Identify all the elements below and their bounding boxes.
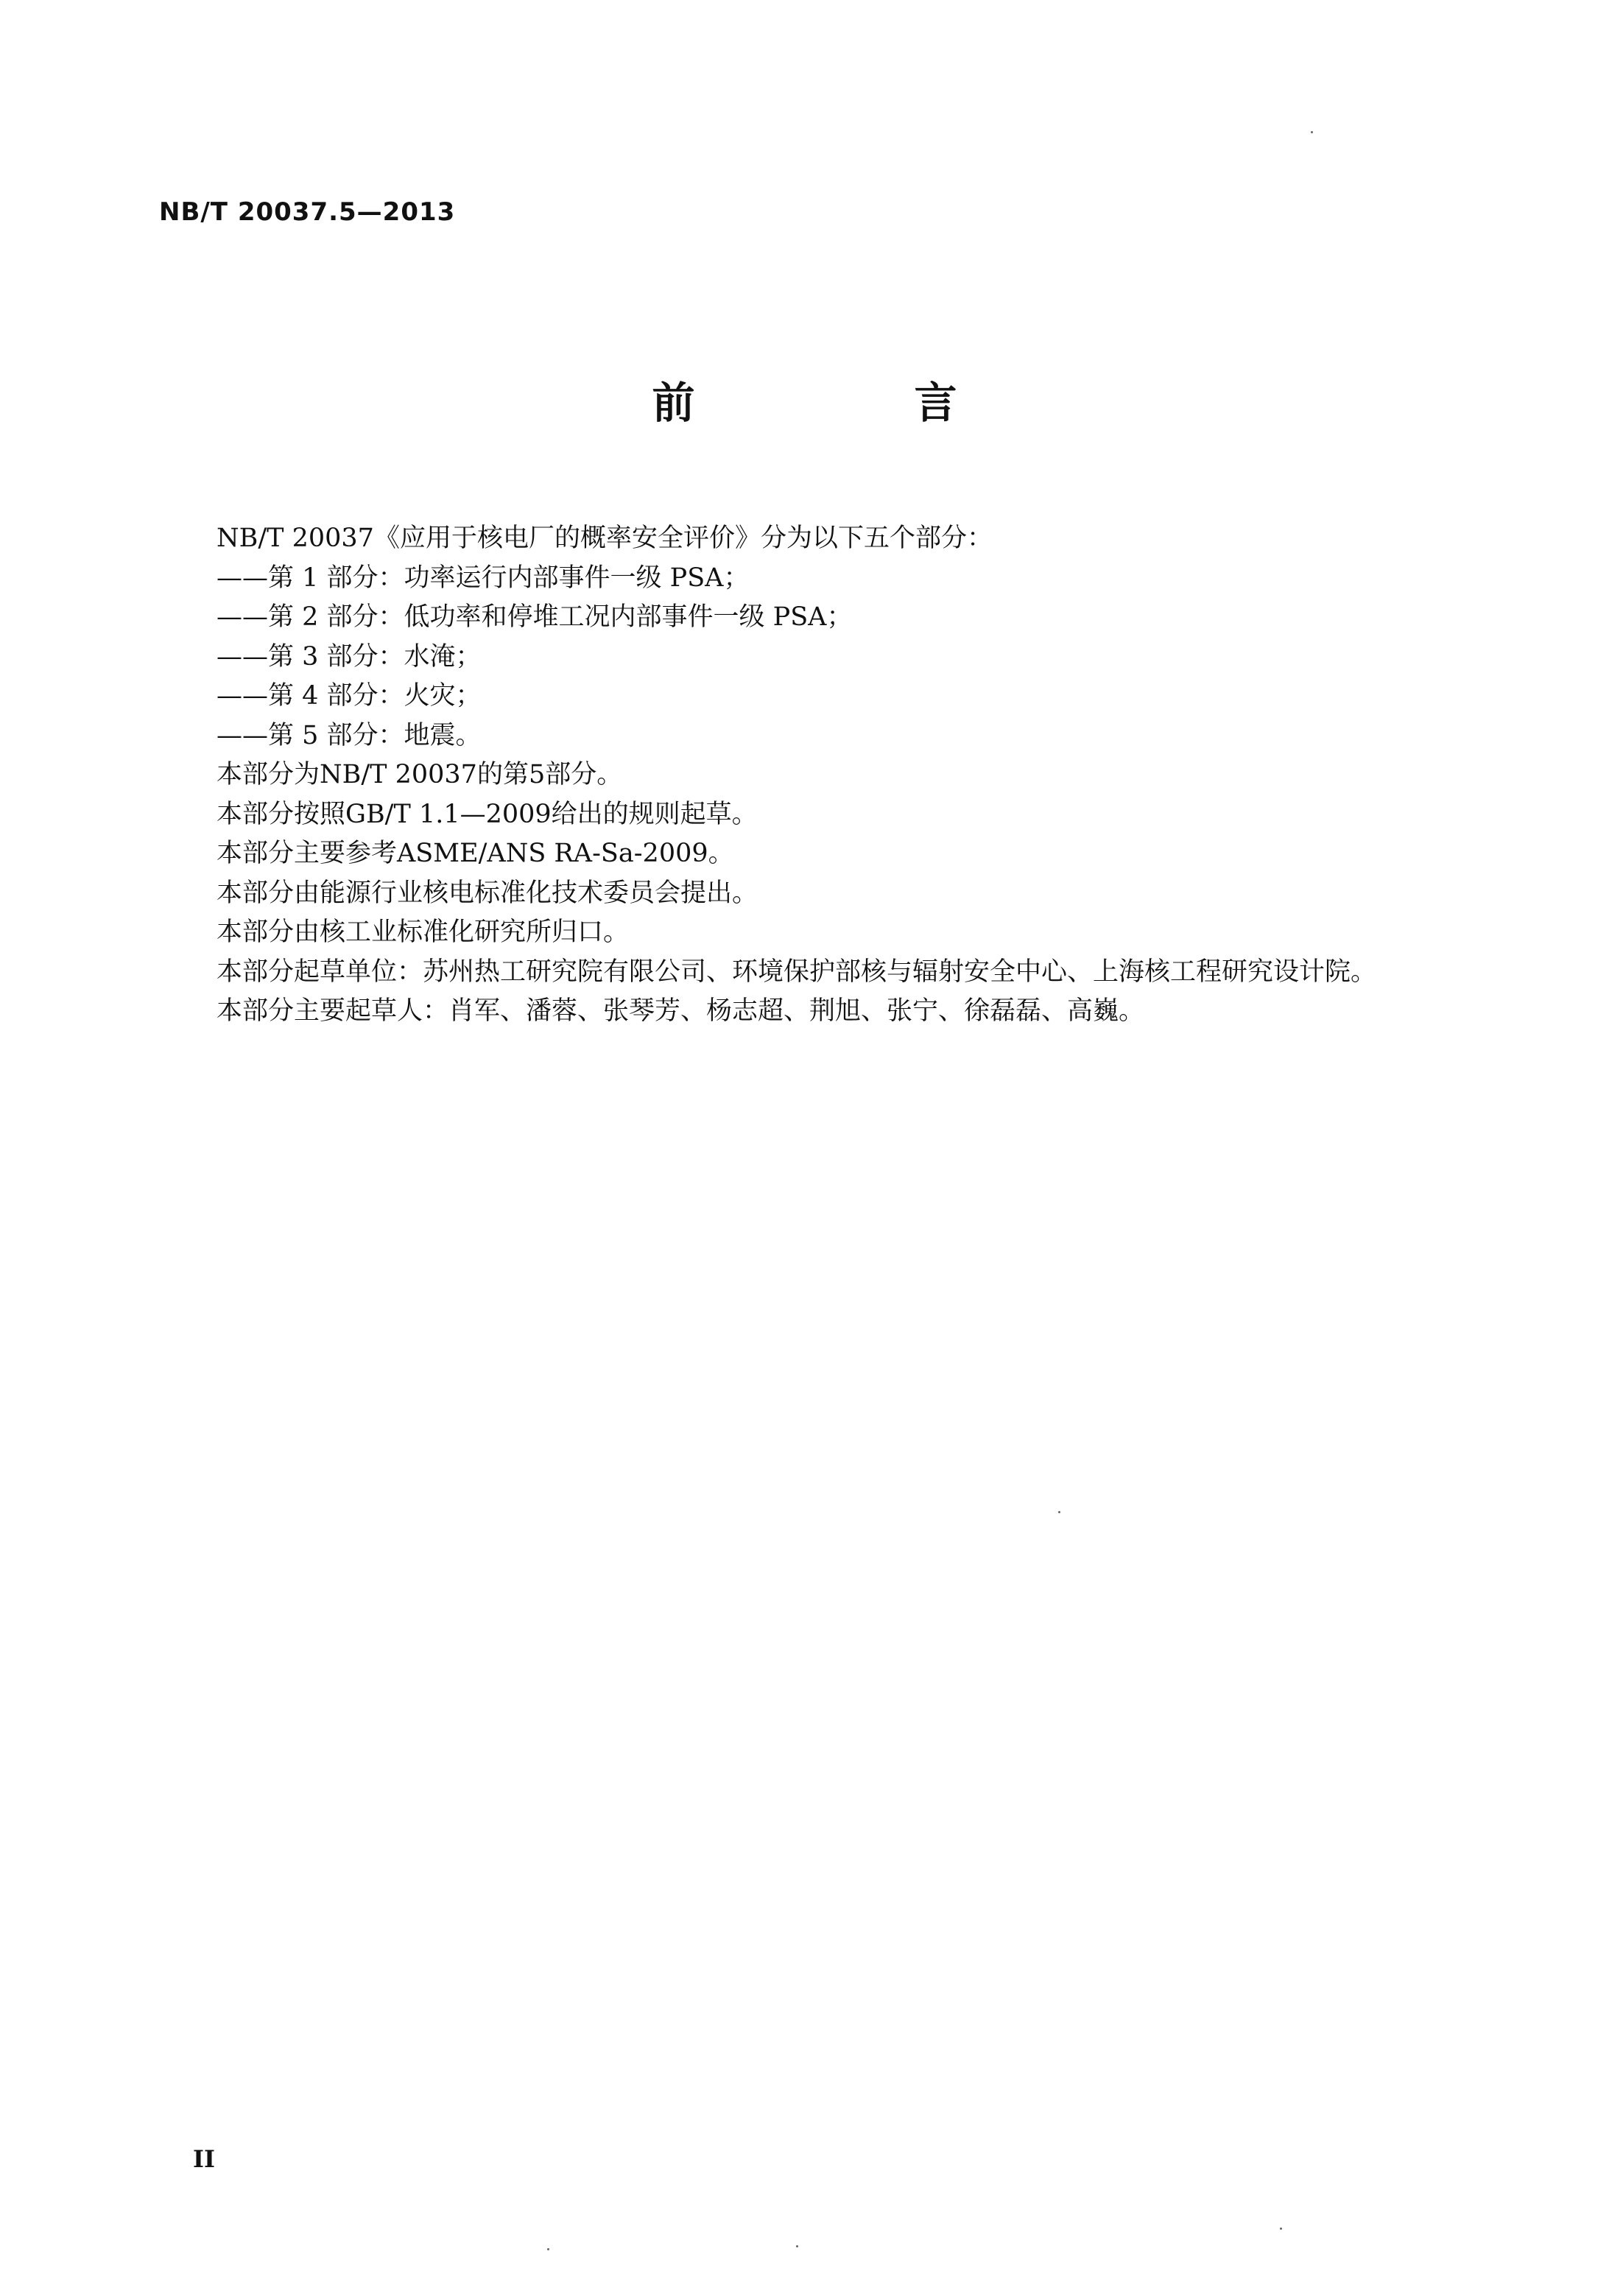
- foreword-body: [159, 519, 1462, 1032]
- body-paragraph: 本部分按照GB/T 1.1—2009给出的规则起草。: [216, 799, 758, 829]
- body-paragraph: 本部分由能源行业核电标准化技术委员会提出。: [216, 878, 758, 908]
- part-list-item: ——第 1 部分：功率运行内部事件一级 PSA；: [216, 563, 750, 593]
- drafters-paragraph: 本部分主要起草人：肖军、潘蓉、张琴芳、杨志超、荆旭、张宁、徐磊磊、高巍。: [216, 996, 1145, 1026]
- scan-speck: [796, 2245, 798, 2247]
- body-paragraph: 本部分主要参考ASME/ANS RA-Sa-2009。: [216, 839, 734, 868]
- part-list-item: ——第 3 部分：水淹；: [216, 641, 482, 672]
- page-title: 前 言: [652, 378, 1046, 428]
- scan-speck: [1280, 2228, 1282, 2230]
- body-paragraph: 本部分为NB/T 20037的第5部分。: [216, 760, 623, 789]
- part-list-item: ——第 4 部分：火灾；: [216, 681, 482, 711]
- scan-speck: [1058, 1511, 1060, 1513]
- body-paragraph: 本部分由核工业标准化研究所归口。: [216, 918, 630, 947]
- page-number: II: [193, 2145, 215, 2173]
- part-list-item: ——第 2 部分：低功率和停堆工况内部事件一级 PSA；: [216, 602, 853, 632]
- intro-paragraph: NB/T 20037《应用于核电厂的概率安全评价》分为以下五个部分：: [216, 524, 993, 553]
- drafting-units-paragraph: 本部分起草单位：苏州热工研究院有限公司、环境保护部核与辐射安全中心、上海核工程研究设计院。: [216, 957, 1377, 987]
- scan-speck: [547, 2248, 549, 2250]
- standard-code: NB/T 20037.5—2013: [159, 197, 456, 227]
- scan-speck: [1311, 131, 1313, 133]
- part-list-item: ——第 5 部分：地震。: [216, 720, 482, 750]
